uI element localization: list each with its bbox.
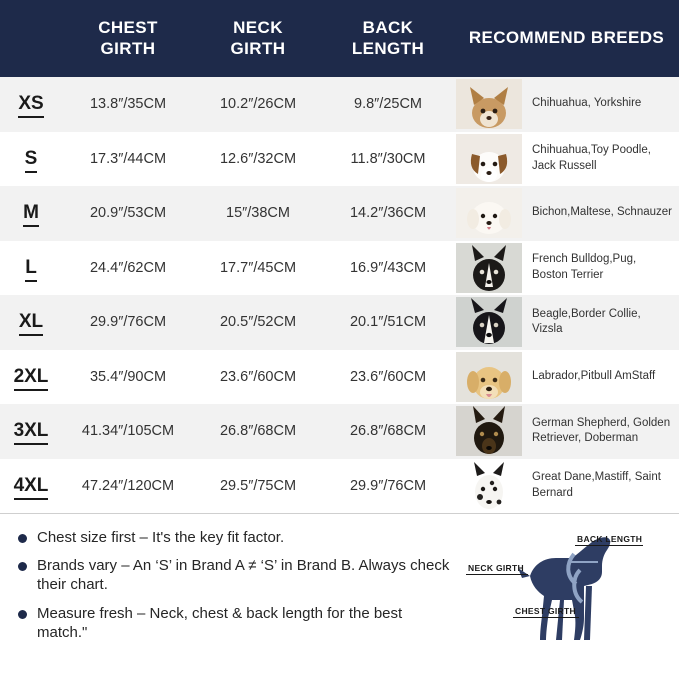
- row-size-label: M: [0, 202, 62, 224]
- row-back-length: 16.9″/43CM: [349, 259, 427, 276]
- row-breeds: Bichon,Maltese, Schnauzer: [532, 206, 672, 219]
- row-breeds: Chihuahua, Yorkshire: [532, 97, 642, 110]
- row-size-label: 2XL: [0, 366, 62, 388]
- back-length-label: BACK LENGTH: [577, 534, 643, 544]
- back-length-underline: [575, 545, 643, 546]
- table-row: [0, 404, 679, 459]
- row-size-label: 3XL: [0, 420, 62, 442]
- neck-girth-underline: [466, 574, 528, 575]
- row-size-label: S: [0, 148, 62, 170]
- row-neck-girth: 29.5″/75CM: [219, 477, 297, 494]
- row-size-label: XL: [0, 311, 62, 333]
- bullet-icon: [18, 610, 27, 619]
- table-row: [0, 241, 679, 296]
- row-neck-girth: 12.6″/32CM: [219, 150, 297, 167]
- bullet-icon: [18, 562, 27, 571]
- table-row: [0, 186, 679, 241]
- header-chest-girth: CHEST GIRTH: [98, 18, 158, 58]
- measurement-diagram: [452, 514, 679, 656]
- row-chest-girth: 29.9″/76CM: [89, 314, 167, 331]
- row-chest-girth: 35.4″/90CM: [89, 368, 167, 385]
- table-row: [0, 132, 679, 187]
- row-back-length: 23.6″/60CM: [349, 368, 427, 385]
- header-back-length: BACK LENGTH: [351, 18, 425, 58]
- boston-terrier-photo: [454, 242, 524, 294]
- row-neck-girth: 20.5″/52CM: [219, 314, 297, 331]
- border-collie-photo: [454, 296, 524, 348]
- row-back-length: 14.2″/36CM: [349, 205, 427, 222]
- row-chest-girth: 13.8″/35CM: [89, 96, 167, 113]
- note-item: [18, 604, 452, 642]
- row-back-length: 26.8″/68CM: [349, 423, 427, 440]
- note-item: [18, 528, 452, 547]
- chest-girth-label: CHEST GIRTH: [515, 606, 576, 616]
- dog-leg: [584, 586, 592, 640]
- header-recommend-breeds: RECOMMEND BREEDS: [468, 28, 665, 48]
- labrador-photo: [454, 351, 524, 403]
- row-chest-girth: 41.34″/105CM: [81, 423, 175, 440]
- row-size-label: 4XL: [0, 475, 62, 497]
- table-row: [0, 77, 679, 132]
- row-neck-girth: 15″/38CM: [226, 205, 290, 222]
- notes-section: [0, 513, 679, 656]
- row-neck-girth: 10.2″/26CM: [219, 96, 297, 113]
- row-neck-girth: 17.7″/45CM: [219, 259, 297, 276]
- row-breeds: Great Dane,Mastiff, Saint Bernard: [532, 471, 661, 499]
- german-shepherd-photo: [454, 405, 524, 457]
- row-back-length: 11.8″/30CM: [350, 150, 426, 167]
- header-neck-girth: NECK GIRTH: [230, 18, 286, 58]
- row-size-label: XS: [0, 93, 62, 115]
- row-neck-girth: 23.6″/60CM: [219, 368, 297, 385]
- row-size-label: L: [0, 257, 62, 279]
- note-text: Measure fresh – Neck, chest & back length for the best match.": [37, 604, 403, 641]
- table-row: [0, 459, 679, 514]
- row-breeds: Chihuahua,Toy Poodle, Jack Russell: [532, 144, 651, 172]
- table-row: [0, 350, 679, 405]
- jack-russell-photo: [454, 133, 524, 185]
- dog-body-silhouette: [530, 537, 610, 640]
- note-text: Chest size first – It's the key fit factor.: [37, 529, 285, 546]
- chihuahua-photo: [454, 78, 524, 130]
- notes-list: [0, 514, 452, 656]
- note-text: Brands vary – An ‘S’ in Brand A ≠ ‘S’ in Brand B. Always check their chart.: [37, 557, 450, 594]
- table-header: [0, 0, 679, 77]
- row-neck-girth: 26.8″/68CM: [219, 423, 297, 440]
- row-chest-girth: 17.3″/44CM: [89, 150, 167, 167]
- neck-girth-label: NECK GIRTH: [468, 563, 524, 573]
- row-breeds: Labrador,Pitbull AmStaff: [532, 369, 656, 382]
- row-chest-girth: 24.4″/62CM: [89, 259, 167, 276]
- row-breeds: German Shepherd, Golden Retriever, Doberman: [532, 416, 671, 445]
- great-dane-photo: [454, 460, 524, 512]
- bichon-photo: [454, 187, 524, 239]
- dog-measurement-illustration: [452, 514, 679, 657]
- row-back-length: 9.8″/25CM: [354, 96, 422, 113]
- chest-girth-underline: [513, 617, 579, 618]
- row-chest-girth: 20.9″/53CM: [89, 205, 167, 222]
- row-breeds: French Bulldog,Pug, Boston Terrier: [532, 253, 637, 281]
- bullet-icon: [18, 534, 27, 543]
- row-back-length: 20.1″/51CM: [349, 314, 427, 331]
- size-table-body: [0, 77, 679, 513]
- note-item: [18, 556, 452, 594]
- row-breeds: Beagle,Border Collie, Vizsla: [532, 307, 641, 336]
- row-back-length: 29.9″/76CM: [349, 477, 427, 494]
- table-row: [0, 295, 679, 350]
- row-chest-girth: 47.24″/120CM: [81, 477, 175, 494]
